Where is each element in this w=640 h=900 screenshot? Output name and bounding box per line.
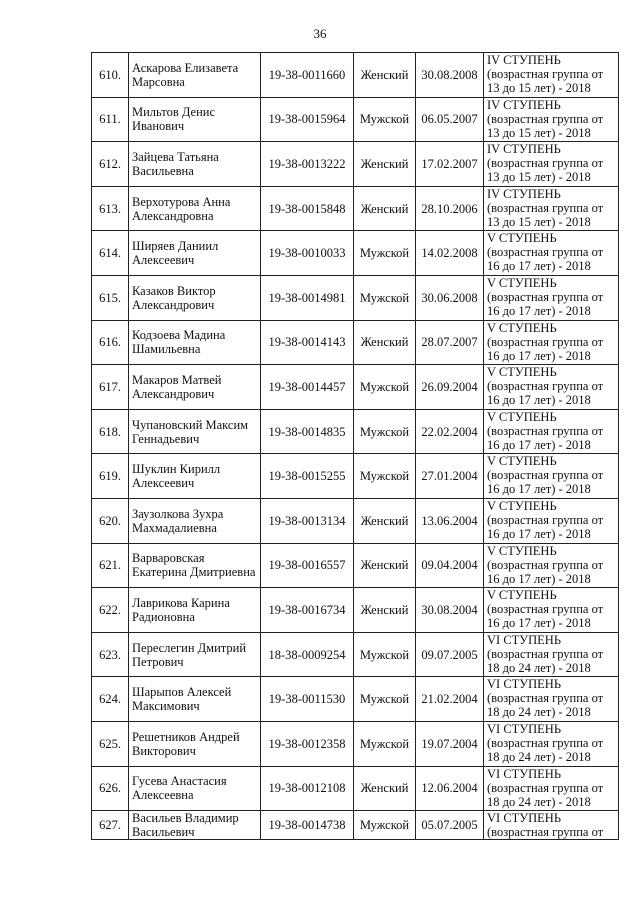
gender: Мужской: [354, 677, 416, 722]
birth-date: 13.06.2004: [416, 498, 484, 543]
row-number: 623.: [92, 632, 129, 677]
gto-stage: IV СТУПЕНЬ (возрастная группа от 13 до 15 лет) - 2018: [484, 53, 619, 98]
birth-date: 30.08.2008: [416, 53, 484, 98]
full-name: Шарыпов Алексей Максимович: [129, 677, 261, 722]
row-number: 617.: [92, 365, 129, 410]
table-row: [92, 53, 619, 98]
row-number: 626.: [92, 766, 129, 811]
birth-date: 30.06.2008: [416, 275, 484, 320]
table-row: [92, 543, 619, 588]
full-name: Заузолкова Зухра Махмадалиевна: [129, 498, 261, 543]
gto-stage: IV СТУПЕНЬ (возрастная группа от 13 до 15 лет) - 2018: [484, 142, 619, 187]
gender: Женский: [354, 588, 416, 633]
gto-stage: V СТУПЕНЬ (возрастная группа от 16 до 17 лет) - 2018: [484, 320, 619, 365]
table-row: [92, 677, 619, 722]
uin-code: 19-38-0010033: [261, 231, 354, 276]
birth-date: 17.02.2007: [416, 142, 484, 187]
table-row: [92, 320, 619, 365]
row-number: 622.: [92, 588, 129, 633]
birth-date: 30.08.2004: [416, 588, 484, 633]
gender: Мужской: [354, 275, 416, 320]
table-row: [92, 409, 619, 454]
full-name: Казаков Виктор Александрович: [129, 275, 261, 320]
table-row: [92, 632, 619, 677]
row-number: 613.: [92, 186, 129, 231]
uin-code: 19-38-0014738: [261, 811, 354, 840]
full-name: Мильтов Денис Иванович: [129, 97, 261, 142]
gto-stage: V СТУПЕНЬ (возрастная группа от 16 до 17 лет) - 2018: [484, 588, 619, 633]
birth-date: 19.07.2004: [416, 721, 484, 766]
gender: Женский: [354, 543, 416, 588]
table-row: [92, 97, 619, 142]
gender: Мужской: [354, 97, 416, 142]
table-row: [92, 275, 619, 320]
gender: Женский: [354, 142, 416, 187]
gto-stage: VI СТУПЕНЬ (возрастная группа от: [484, 811, 619, 840]
uin-code: 19-38-0015964: [261, 97, 354, 142]
birth-date: 14.02.2008: [416, 231, 484, 276]
row-number: 616.: [92, 320, 129, 365]
birth-date: 28.07.2007: [416, 320, 484, 365]
full-name: Зайцева Татьяна Васильевна: [129, 142, 261, 187]
uin-code: 19-38-0012108: [261, 766, 354, 811]
full-name: Гусева Анастасия Алексеевна: [129, 766, 261, 811]
uin-code: 19-38-0015255: [261, 454, 354, 499]
full-name: Макаров Матвей Александрович: [129, 365, 261, 410]
row-number: 612.: [92, 142, 129, 187]
birth-date: 09.04.2004: [416, 543, 484, 588]
gto-stage: V СТУПЕНЬ (возрастная группа от 16 до 17 лет) - 2018: [484, 275, 619, 320]
row-number: 614.: [92, 231, 129, 276]
gender: Женский: [354, 186, 416, 231]
gto-stage: IV СТУПЕНЬ (возрастная группа от 13 до 15 лет) - 2018: [484, 186, 619, 231]
table-row: [92, 365, 619, 410]
birth-date: 12.06.2004: [416, 766, 484, 811]
uin-code: 19-38-0016734: [261, 588, 354, 633]
uin-code: 19-38-0016557: [261, 543, 354, 588]
table-row: [92, 186, 619, 231]
gender: Мужской: [354, 454, 416, 499]
full-name: Аскарова Елизавета Марсовна: [129, 53, 261, 98]
table-row: [92, 498, 619, 543]
gto-stage: VI СТУПЕНЬ (возрастная группа от 18 до 24 лет) - 2018: [484, 766, 619, 811]
gto-stage: VI СТУПЕНЬ (возрастная группа от 18 до 24 лет) - 2018: [484, 677, 619, 722]
gto-stage: IV СТУПЕНЬ (возрастная группа от 13 до 15 лет) - 2018: [484, 97, 619, 142]
table-row: [92, 811, 619, 840]
gto-stage: V СТУПЕНЬ (возрастная группа от 16 до 17 лет) - 2018: [484, 365, 619, 410]
birth-date: 22.02.2004: [416, 409, 484, 454]
gto-stage: V СТУПЕНЬ (возрастная группа от 16 до 17 лет) - 2018: [484, 498, 619, 543]
full-name: Лаврикова Карина Радионовна: [129, 588, 261, 633]
uin-code: 19-38-0012358: [261, 721, 354, 766]
birth-date: 27.01.2004: [416, 454, 484, 499]
table-row: [92, 766, 619, 811]
table-row: [92, 588, 619, 633]
gender: Мужской: [354, 632, 416, 677]
row-number: 610.: [92, 53, 129, 98]
gender: Мужской: [354, 409, 416, 454]
participants-table: [91, 52, 619, 840]
table-body: [92, 53, 619, 840]
birth-date: 26.09.2004: [416, 365, 484, 410]
row-number: 624.: [92, 677, 129, 722]
gto-stage: V СТУПЕНЬ (возрастная группа от 16 до 17 лет) - 2018: [484, 543, 619, 588]
birth-date: 09.07.2005: [416, 632, 484, 677]
row-number: 625.: [92, 721, 129, 766]
full-name: Васильев Владимир Васильевич: [129, 811, 261, 840]
row-number: 619.: [92, 454, 129, 499]
full-name: Переслегин Дмитрий Петрович: [129, 632, 261, 677]
row-number: 618.: [92, 409, 129, 454]
birth-date: 21.02.2004: [416, 677, 484, 722]
gto-stage: VI СТУПЕНЬ (возрастная группа от 18 до 24 лет) - 2018: [484, 632, 619, 677]
uin-code: 19-38-0015848: [261, 186, 354, 231]
row-number: 627.: [92, 811, 129, 840]
row-number: 615.: [92, 275, 129, 320]
gender: Мужской: [354, 811, 416, 840]
gender: Мужской: [354, 365, 416, 410]
uin-code: 19-38-0014981: [261, 275, 354, 320]
table-row: [92, 142, 619, 187]
full-name: Ширяев Даниил Алексеевич: [129, 231, 261, 276]
table-row: [92, 721, 619, 766]
uin-code: 19-38-0011660: [261, 53, 354, 98]
uin-code: 19-38-0011530: [261, 677, 354, 722]
table-row: [92, 231, 619, 276]
gto-stage: V СТУПЕНЬ (возрастная группа от 16 до 17 лет) - 2018: [484, 409, 619, 454]
gender: Женский: [354, 320, 416, 365]
uin-code: 18-38-0009254: [261, 632, 354, 677]
gender: Женский: [354, 53, 416, 98]
birth-date: 28.10.2006: [416, 186, 484, 231]
gender: Мужской: [354, 231, 416, 276]
uin-code: 19-38-0014143: [261, 320, 354, 365]
full-name: Шуклин Кирилл Алексеевич: [129, 454, 261, 499]
full-name: Чупановский Максим Геннадьевич: [129, 409, 261, 454]
page-number: 36: [313, 26, 327, 41]
gto-stage: V СТУПЕНЬ (возрастная группа от 16 до 17 лет) - 2018: [484, 231, 619, 276]
full-name: Верхотурова Анна Александровна: [129, 186, 261, 231]
row-number: 611.: [92, 97, 129, 142]
uin-code: 19-38-0014457: [261, 365, 354, 410]
gto-stage: V СТУПЕНЬ (возрастная группа от 16 до 17 лет) - 2018: [484, 454, 619, 499]
full-name: Решетников Андрей Викторович: [129, 721, 261, 766]
row-number: 620.: [92, 498, 129, 543]
uin-code: 19-38-0013222: [261, 142, 354, 187]
gender: Женский: [354, 766, 416, 811]
full-name: Варваровская Екатерина Дмитриевна: [129, 543, 261, 588]
full-name: Кодзоева Мадина Шамильевна: [129, 320, 261, 365]
uin-code: 19-38-0013134: [261, 498, 354, 543]
birth-date: 05.07.2005: [416, 811, 484, 840]
gender: Женский: [354, 498, 416, 543]
gender: Мужской: [354, 721, 416, 766]
birth-date: 06.05.2007: [416, 97, 484, 142]
table-row: [92, 454, 619, 499]
uin-code: 19-38-0014835: [261, 409, 354, 454]
row-number: 621.: [92, 543, 129, 588]
gto-stage: VI СТУПЕНЬ (возрастная группа от 18 до 24 лет) - 2018: [484, 721, 619, 766]
